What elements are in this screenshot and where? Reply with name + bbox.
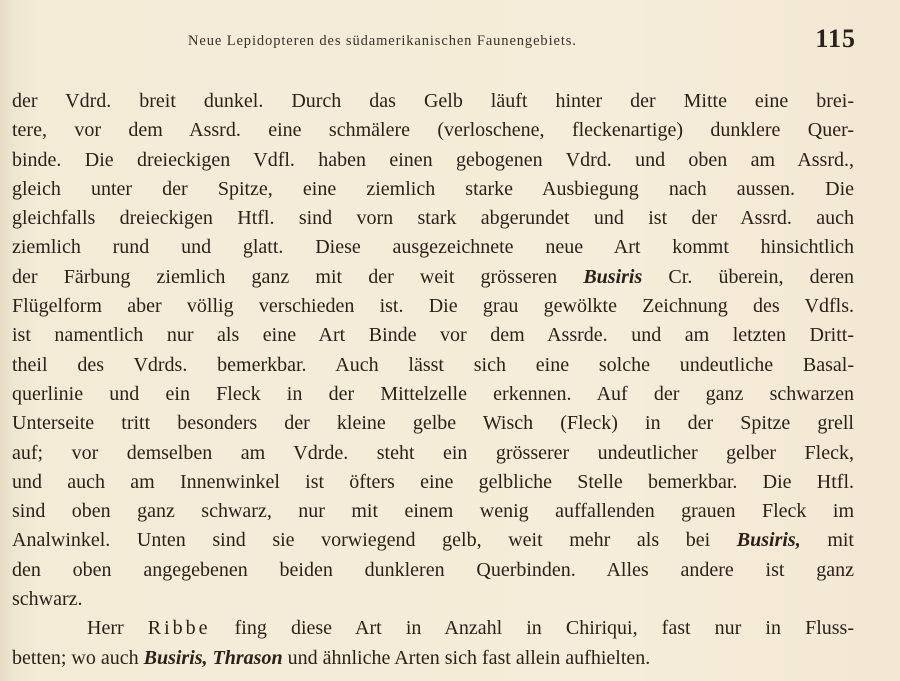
text-line: auf; vor demselben am Vdrde. steht ein grösserer undeutlicher gelber Fleck, bbox=[12, 441, 854, 464]
species-name: Busiris bbox=[583, 265, 643, 288]
text-run: betten; wo auch bbox=[12, 646, 144, 669]
text-line bbox=[12, 614, 854, 643]
body-text bbox=[12, 87, 854, 673]
text-run: und ähnliche Arten sich fast allein aufhielten. bbox=[282, 646, 651, 669]
text-line: und auch am Innenwinkel ist öfters eine gelbliche Stelle bemerkbar. Die Htfl. bbox=[12, 470, 854, 493]
text-line: sind oben ganz schwarz, nur mit einem wenig auffallenden grauen Fleck im bbox=[12, 500, 854, 523]
text-run: Analwinkel. Unten sind sie vorwiegend gelb, weit mehr als bei bbox=[12, 529, 737, 552]
text-line: den oben angegebenen beiden dunkleren Querbinden. Alles andere ist ganz bbox=[12, 558, 854, 581]
text-line: schwarz. bbox=[12, 588, 83, 611]
text-run: mit bbox=[800, 529, 854, 552]
text-line: tere, vor dem Assrd. eine schmälere (verloschene, fleckenartige) dunklere Quer- bbox=[12, 119, 854, 142]
species-name: Busiris, Thrason bbox=[143, 646, 283, 669]
text-line: Unterseite tritt besonders der kleine gelbe Wisch (Fleck) in der Spitze grell bbox=[12, 412, 854, 435]
text-line: Flügelform aber völlig verschieden ist. Die grau gewölkte Zeichnung des Vdfls. bbox=[12, 295, 854, 318]
text-run: Cr. überein, deren bbox=[642, 265, 855, 288]
text-line: ist namentlich nur als eine Art Binde vor dem Assrde. und am letzten Dritt- bbox=[12, 324, 854, 347]
text-line bbox=[12, 644, 854, 673]
text-line: ziemlich rund und glatt. Diese ausgezeichnete neue Art kommt hinsichtlich bbox=[12, 236, 854, 259]
text-run: Herr bbox=[87, 617, 148, 640]
text-line: theil des Vdrds. bemerkbar. Auch lässt sich eine solche undeutliche Basal- bbox=[12, 353, 854, 376]
paragraph bbox=[12, 87, 854, 614]
species-name: Busiris, bbox=[736, 529, 801, 552]
text-line: gleichfalls dreieckigen Htfl. sind vorn stark abgerundet und ist der Assrd. auch bbox=[12, 207, 854, 230]
text-run: der Färbung ziemlich ganz mit der weit grösseren bbox=[12, 265, 584, 288]
paragraph bbox=[12, 614, 854, 673]
text-line: der Vdrd. breit dunkel. Durch das Gelb läuft hinter der Mitte eine brei- bbox=[12, 90, 854, 112]
text-line bbox=[12, 263, 854, 292]
text-line: gleich unter der Spitze, eine ziemlich starke Ausbiegung nach aussen. Die bbox=[12, 177, 854, 200]
text-line: querlinie und ein Fleck in der Mittelzelle erkennen. Auf der ganz schwarzen bbox=[12, 382, 854, 405]
running-title: Neue Lepidopteren des südamerikanischen Faunengebiets. bbox=[188, 33, 577, 49]
person-name: Ribbe bbox=[147, 617, 211, 640]
text-line bbox=[12, 526, 854, 555]
page-header bbox=[0, 24, 900, 58]
text-line: binde. Die dreieckigen Vdfl. haben einen gebogenen Vdrd. und oben am Assrd., bbox=[12, 148, 854, 171]
page-number: 115 bbox=[815, 24, 856, 53]
text-run: fing diese Art in Anzahl in Chiriqui, fast nur in Fluss- bbox=[210, 617, 854, 640]
